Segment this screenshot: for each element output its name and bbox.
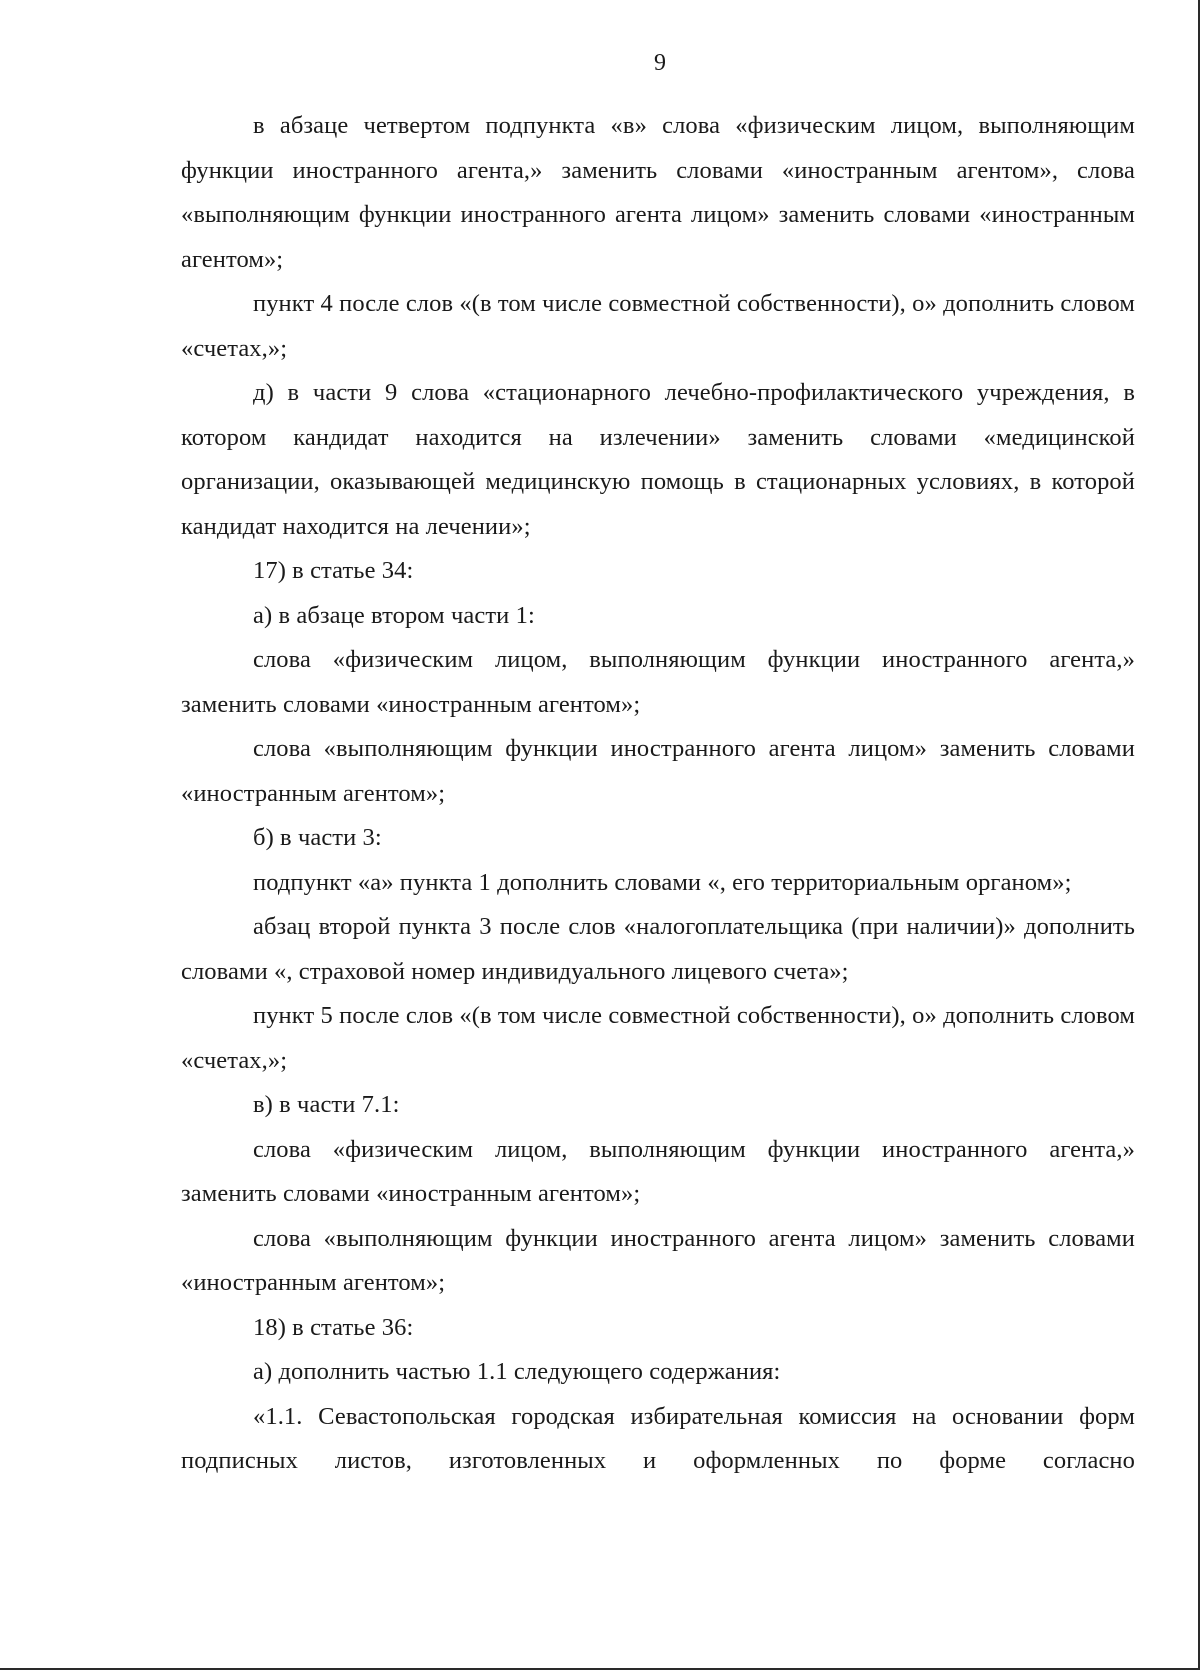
paragraph: слова «физическим лицом, выполняющим функции иностранного агента,» заменить словами «иностранным агентом»; <box>181 1135 1135 1207</box>
paragraph: а) в абзаце втором части 1: <box>253 601 535 629</box>
page-number: 9 <box>654 50 666 76</box>
document-body <box>181 104 1135 1484</box>
paragraph: д) в части 9 слова «стационарного лечебно-профилактического учреждения, в котором кандидат находится на излечении» заменить словами «медицинской организации, оказывающей медицинскую помощь в стационарных условиях, в которой кандидат находится на лечении»; <box>181 379 1135 540</box>
paragraph: в абзаце четвертом подпункта «в» слова «физическим лицом, выполняющим функции иностранного агента,» заменить словами «иностранным агентом», слова «выполняющим функции иностранного агента лицом» заменить словами «иностранным агентом»; <box>181 112 1135 273</box>
paragraph: абзац второй пункта 3 после слов «налогоплательщика (при наличии)» дополнить словами «, страховой номер индивидуального лицевого счета»; <box>181 913 1135 985</box>
paragraph: слова «выполняющим функции иностранного агента лицом» заменить словами «иностранным агентом»; <box>181 1224 1135 1296</box>
paragraph: пункт 4 после слов «(в том числе совместной собственности), о» дополнить словом «счетах,»; <box>181 290 1135 362</box>
paragraph: б) в части 3: <box>253 824 382 851</box>
paragraph: а) дополнить частью 1.1 следующего содержания: <box>253 1358 781 1385</box>
paragraph: слова «выполняющим функции иностранного агента лицом» заменить словами «иностранным агентом»; <box>181 735 1135 807</box>
paragraph: слова «физическим лицом, выполняющим функции иностранного агента,» заменить словами «иностранным агентом»; <box>181 646 1135 718</box>
paragraph: 17) в статье 34: <box>253 557 414 584</box>
paragraph: «1.1. Севастопольская городская избирательная комиссия на основании форм подписных листов, изготовленных и оформленных по форме согласно <box>181 1402 1135 1474</box>
paragraph: в) в части 7.1: <box>253 1091 400 1118</box>
paragraph: подпункт «а» пункта 1 дополнить словами «, его территориальным органом»; <box>253 868 1072 896</box>
paragraph: пункт 5 после слов «(в том числе совместной собственности), о» дополнить словом «счетах,»; <box>181 1002 1135 1074</box>
paragraph: 18) в статье 36: <box>253 1313 414 1341</box>
